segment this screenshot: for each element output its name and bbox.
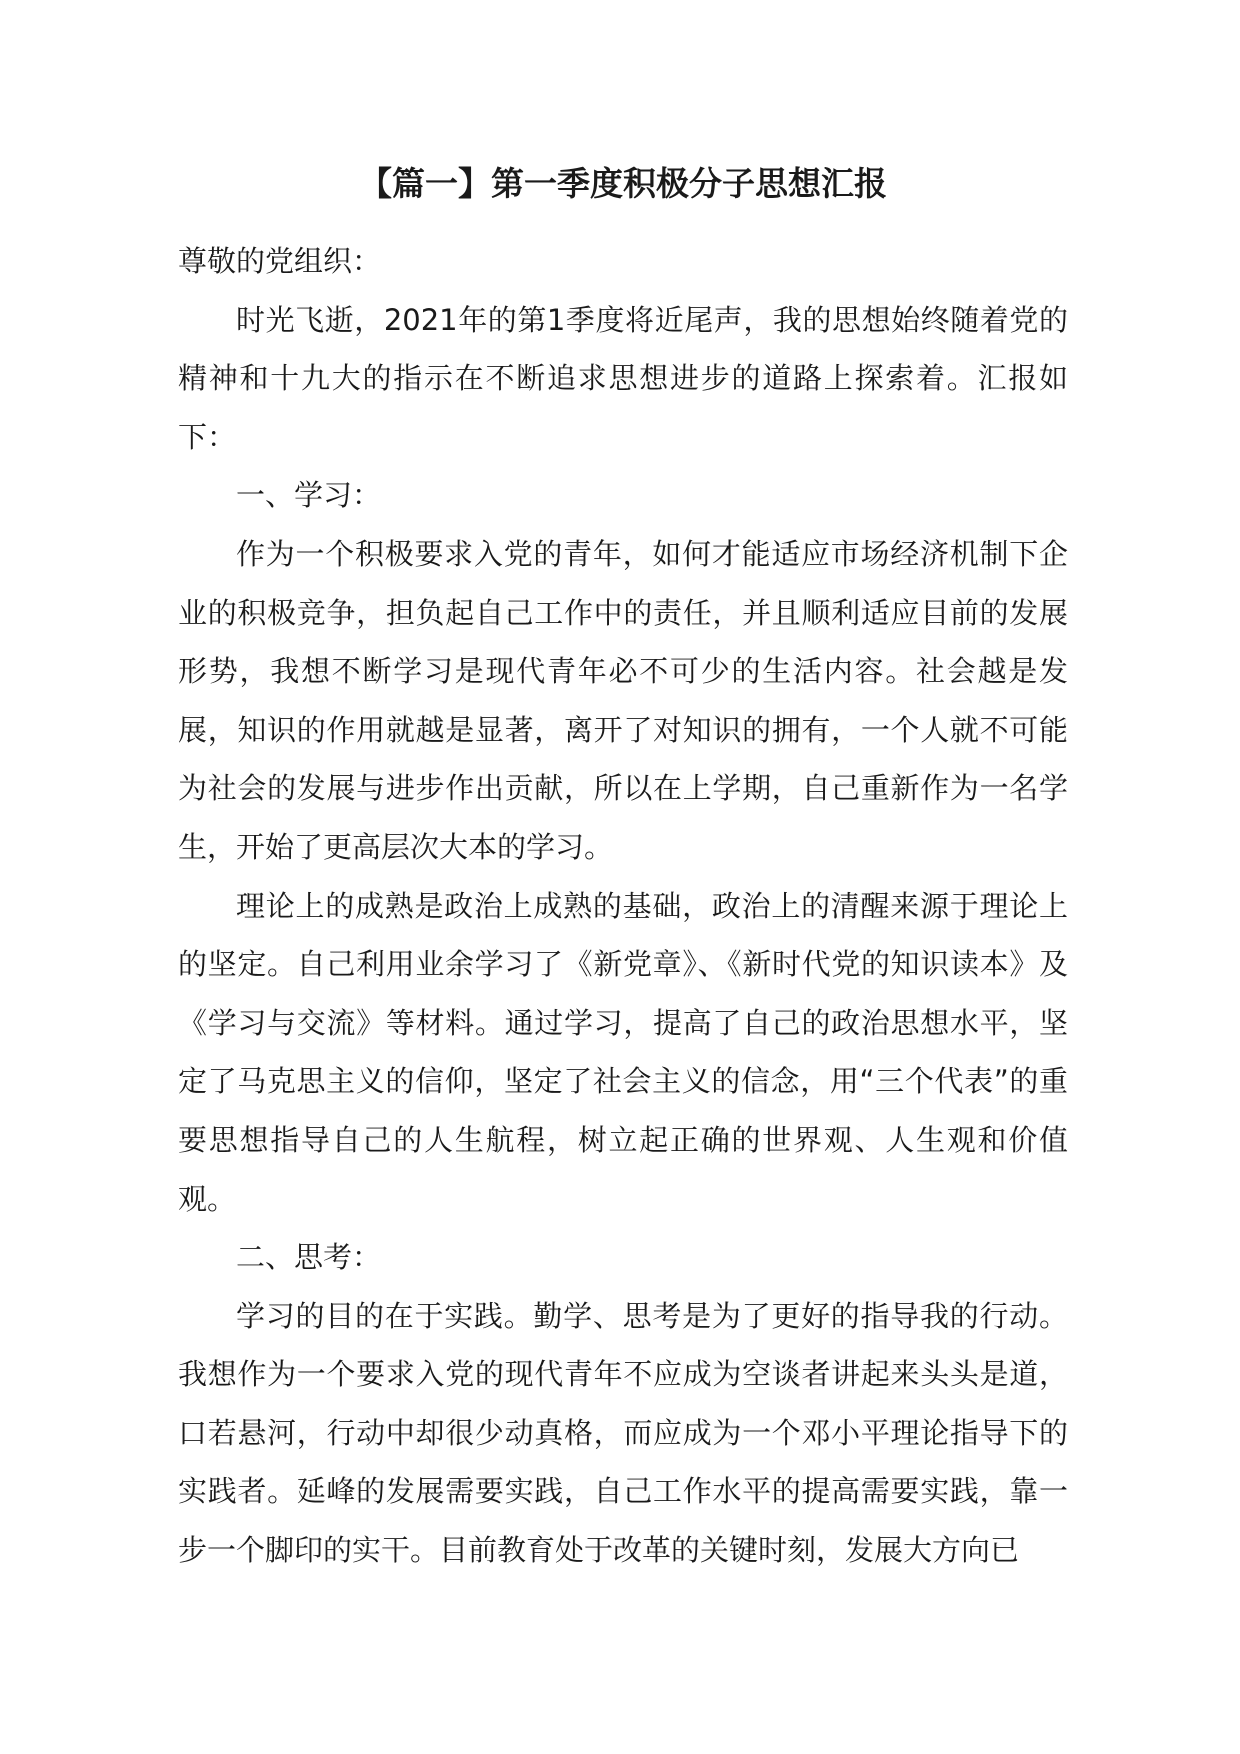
paragraph-study: 作为一个积极要求入党的青年，如何才能适应市场经济机制下企业的积极竞争，担负起自己工作中的责任，并且顺利适应目前的发展形势，我想不断学习是现代青年必不可少的生活内容。社会越是发展，知识的作用就越是显著，离开了对知识的拥有，一个人就不可能为社会的发展与进步作出贡献，所以在上学期，自己重新作为一名学生，开始了更高层次大本的学习。 bbox=[178, 536, 1068, 864]
document-page bbox=[178, 158, 1068, 1580]
section-heading-study: 一、学习： bbox=[236, 478, 382, 513]
paragraph-practice: 学习的目的在于实践。勤学、思考是为了更好的指导我的行动。我想作为一个要求入党的现代青年不应成为空谈者讲起来头头是道，口若悬河，行动中却很少动真格，而应成为一个邓小平理论指导下的实践者。延峰的发展需要实践，自己工作水平的提高需要实践，靠一步一个脚印的实干。目前教育处于改革的关键时刻，发展大方向已 bbox=[178, 1298, 1068, 1568]
paragraph-theory: 理论上的成熟是政治上成熟的基础，政治上的清醒来源于理论上的坚定。自己利用业余学习了《新党章》、《新时代党的知识读本》及《学习与交流》等材料。通过学习，提高了自己的政治思想水平，坚定了马克思主义的信仰，坚定了社会主义的信念，用“三个代表”的重要思想指导自己的人生航程，树立起正确的世界观、人生观和价值观。 bbox=[178, 888, 1068, 1216]
section-heading-thinking: 二、思考： bbox=[236, 1240, 382, 1275]
document-title: 【篇一】第一季度积极分子思想汇报 bbox=[359, 164, 887, 203]
salutation: 尊敬的党组织： bbox=[178, 244, 382, 278]
paragraph-intro: 时光飞逝，2021年的第1季度将近尾声，我的思想始终随着党的精神和十九大的指示在不断追求思想进步的道路上探索着。汇报如下： bbox=[178, 302, 1068, 454]
